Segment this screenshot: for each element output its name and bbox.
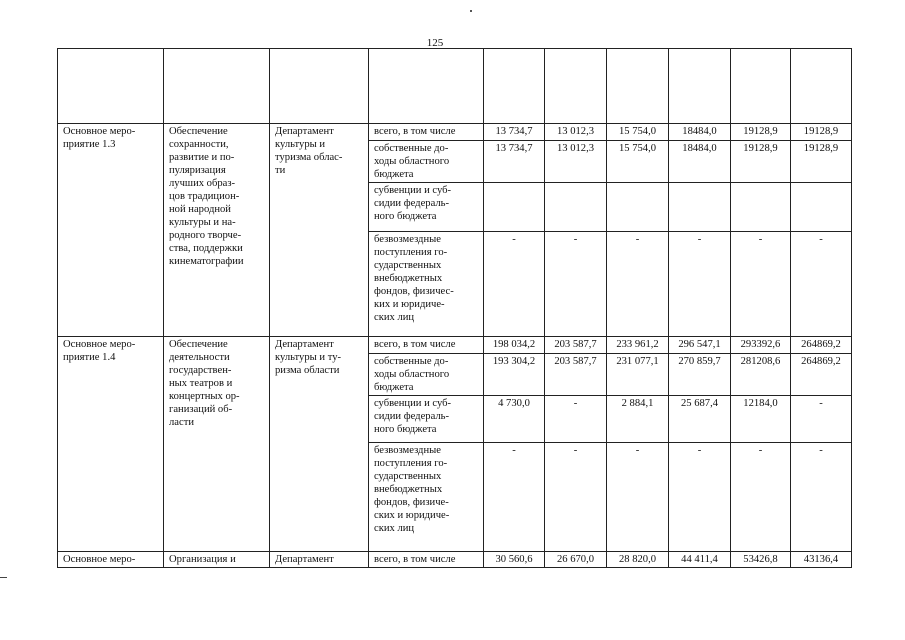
amount-cell	[669, 141, 731, 183]
amount-cell	[484, 396, 545, 443]
funding-source-cell-line: сидии федераль-	[374, 411, 450, 422]
amount-value: 30 560,6	[495, 554, 533, 565]
event-description-cell-line: Обеспечение	[169, 126, 228, 137]
funding-source-cell-line: ских лиц	[374, 523, 415, 534]
amount-value: 26 670,0	[556, 554, 595, 565]
amount-cell	[731, 232, 791, 337]
amount-cell	[607, 337, 669, 354]
funding-source-cell-line: поступления го-	[374, 458, 448, 469]
amount-value: 13 012,3	[556, 143, 595, 154]
event-name-cell-line: Основное меро-	[63, 339, 136, 350]
event-description-cell-line: кинематографии	[169, 256, 244, 267]
amount-cell	[731, 124, 791, 141]
executor-cell	[270, 124, 369, 337]
executor-cell-line: культуры и	[275, 139, 326, 150]
amount-cell	[791, 337, 852, 354]
amount-value: -	[573, 398, 578, 409]
event-description-cell-line: пуляризация	[169, 165, 226, 176]
executor-cell-line: Департамент	[275, 126, 334, 137]
funding-source-cell	[369, 552, 484, 568]
scan-dot	[470, 10, 472, 12]
amount-value: 231 077,1	[616, 356, 659, 367]
amount-cell	[484, 183, 545, 232]
funding-source-cell-line: фондов, физиче-	[374, 497, 449, 508]
executor-cell-line: культуры и ту-	[275, 352, 342, 363]
funding-source-cell-line: всего, в том числе	[374, 126, 456, 137]
amount-cell	[545, 552, 607, 568]
funding-source-cell	[369, 141, 484, 183]
amount-value: 19128,9	[803, 143, 839, 154]
funding-source-cell-line: безвозмездные	[374, 234, 441, 245]
funding-source-cell-line: ких и юридиче-	[374, 299, 445, 310]
event-description-cell-line: цов традицион-	[169, 191, 240, 202]
funding-source-cell-line: бюджета	[374, 169, 414, 180]
funding-source-cell-line: ских и юридиче-	[374, 510, 450, 521]
amount-cell	[669, 124, 731, 141]
event-description-cell-line: лучших образ-	[169, 178, 236, 189]
amount-value: 193 304,2	[492, 356, 536, 367]
event-description-cell-line: ства, поддержки	[169, 243, 243, 254]
amount-value: 233 961,2	[616, 339, 659, 350]
amount-value: 44 411,4	[681, 554, 718, 565]
event-description-cell-line: культуры и на-	[169, 217, 236, 228]
amount-value: -	[819, 234, 823, 245]
amount-cell	[791, 232, 852, 337]
event-description-cell-line: развитие и по-	[169, 152, 235, 163]
amount-value: 203 587,7	[554, 339, 597, 350]
event-description-cell	[164, 552, 270, 568]
event-description-cell-line: деятельности	[169, 352, 230, 363]
amount-cell	[731, 552, 791, 568]
amount-cell	[545, 183, 607, 232]
amount-cell	[545, 354, 607, 396]
amount-value: -	[819, 445, 823, 456]
amount-value: 43136,4	[803, 554, 839, 565]
funding-source-cell-line: ного бюджета	[374, 424, 437, 435]
amount-cell	[607, 354, 669, 396]
amount-value: 296 547,1	[678, 339, 721, 350]
funding-source-cell-line: бюджета	[374, 382, 414, 393]
funding-source-cell-line: внебюджетных	[374, 484, 443, 495]
amount-value: 281208,6	[740, 356, 781, 367]
amount-value: -	[758, 234, 763, 245]
event-name-cell	[58, 337, 164, 552]
event-description-cell-line: родного творче-	[169, 230, 242, 241]
funding-source-cell-line: субвенции и суб-	[374, 398, 452, 409]
amount-value: 293392,6	[740, 339, 781, 350]
event-description-cell-line: ганизаций об-	[169, 404, 233, 415]
amount-cell	[545, 337, 607, 354]
event-description-cell-line: Организация и	[169, 554, 236, 565]
amount-cell	[791, 396, 852, 443]
amount-cell	[484, 141, 545, 183]
amount-value: 15 754,0	[618, 143, 657, 154]
funding-source-cell	[369, 443, 484, 552]
amount-cell	[484, 443, 545, 552]
amount-cell	[731, 183, 791, 232]
amount-value: -	[573, 445, 578, 456]
amount-cell	[545, 443, 607, 552]
funding-source-cell-line: ного бюджета	[374, 211, 437, 222]
funding-source-cell-line: сударственных	[374, 260, 442, 271]
event-description-cell	[164, 124, 270, 337]
event-name-cell-line: приятие 1.3	[63, 139, 116, 150]
amount-value: 13 734,7	[495, 143, 533, 154]
amount-cell	[791, 354, 852, 396]
amount-value: -	[819, 398, 823, 409]
amount-value: -	[512, 445, 516, 456]
amount-cell	[484, 552, 545, 568]
executor-cell-line: туризма облас-	[275, 152, 343, 163]
amount-value: 19128,9	[743, 143, 778, 154]
amount-value: 4 730,0	[498, 398, 530, 409]
amount-value: -	[697, 445, 702, 456]
event-name-cell-line: Основное меро-	[63, 126, 136, 137]
budget-table	[57, 48, 852, 568]
amount-cell	[607, 124, 669, 141]
funding-source-cell-line: безвозмездные	[374, 445, 441, 456]
funding-source-cell	[369, 337, 484, 354]
funding-source-cell	[369, 183, 484, 232]
table-row	[58, 552, 852, 568]
amount-cell	[731, 337, 791, 354]
executor-cell-line: Департамент	[275, 339, 334, 350]
event-description-cell-line: Обеспечение	[169, 339, 228, 350]
amount-cell	[791, 552, 852, 568]
amount-value: 198 034,2	[492, 339, 536, 350]
amount-value: -	[697, 234, 702, 245]
event-description-cell	[164, 337, 270, 552]
amount-cell	[791, 124, 852, 141]
amount-cell	[545, 141, 607, 183]
funding-source-cell-line: сидии федераль-	[374, 198, 450, 209]
amount-cell	[545, 124, 607, 141]
executor-cell-line: ти	[275, 165, 286, 176]
amount-value: -	[635, 234, 640, 245]
funding-source-cell	[369, 396, 484, 443]
event-description-cell-line: концертных ор-	[169, 391, 240, 402]
funding-source-cell	[369, 232, 484, 337]
funding-source-cell-line: ходы областного	[374, 156, 450, 167]
table-row	[58, 124, 852, 141]
amount-value: -	[573, 234, 578, 245]
amount-cell	[791, 443, 852, 552]
amount-cell	[607, 552, 669, 568]
amount-cell	[545, 232, 607, 337]
amount-value: -	[758, 445, 763, 456]
amount-cell	[484, 232, 545, 337]
amount-cell	[669, 337, 731, 354]
event-description-cell-line: сохранности,	[169, 139, 229, 150]
amount-value: 270 859,7	[678, 356, 721, 367]
funding-source-cell	[369, 124, 484, 141]
funding-source-cell-line: всего, в том числе	[374, 554, 456, 565]
amount-value: 203 587,7	[554, 356, 597, 367]
executor-cell	[270, 552, 369, 568]
amount-cell	[669, 183, 731, 232]
amount-cell	[791, 183, 852, 232]
amount-cell	[731, 443, 791, 552]
amount-value: 264869,2	[801, 356, 841, 367]
amount-cell	[669, 396, 731, 443]
event-name-cell	[58, 552, 164, 568]
funding-source-cell-line: собственные до-	[374, 356, 449, 367]
amount-cell	[731, 396, 791, 443]
event-description-cell-line: государствен-	[169, 365, 232, 376]
event-description-cell-line: ных театров и	[169, 378, 233, 389]
amount-cell	[791, 141, 852, 183]
event-description-cell-line: ласти	[169, 417, 194, 428]
amount-cell	[607, 443, 669, 552]
table-body	[58, 49, 852, 568]
event-description-cell-line: ной народной	[169, 204, 231, 215]
amount-value: 15 754,0	[618, 126, 657, 137]
amount-cell	[484, 124, 545, 141]
amount-cell	[484, 337, 545, 354]
amount-cell	[484, 354, 545, 396]
amount-value: -	[635, 445, 640, 456]
amount-value: 2 884,1	[621, 398, 654, 409]
funding-source-cell-line: внебюджетных	[374, 273, 443, 284]
funding-source-cell-line: ских лиц	[374, 312, 415, 323]
event-name-cell-line: Основное меро-	[63, 554, 136, 565]
amount-value: 19128,9	[743, 126, 778, 137]
amount-cell	[545, 396, 607, 443]
amount-cell	[607, 183, 669, 232]
amount-cell	[607, 396, 669, 443]
funding-source-cell-line: фондов, физичес-	[374, 286, 454, 297]
amount-cell	[669, 354, 731, 396]
amount-value: 264869,2	[801, 339, 841, 350]
page-number: 125	[426, 37, 444, 49]
amount-value: 25 687,4	[680, 398, 719, 409]
amount-cell	[607, 232, 669, 337]
event-name-cell-line: приятие 1.4	[63, 352, 116, 363]
amount-value: 53426,8	[743, 554, 778, 565]
amount-value: 12184,0	[743, 398, 778, 409]
amount-cell	[731, 354, 791, 396]
amount-cell	[731, 141, 791, 183]
event-name-cell	[58, 124, 164, 337]
executor-cell-line: ризма области	[275, 365, 340, 376]
funding-source-cell-line: субвенции и суб-	[374, 185, 452, 196]
margin-tick	[0, 577, 7, 578]
amount-value: 13 734,7	[495, 126, 533, 137]
amount-value: 28 820,0	[618, 554, 657, 565]
amount-value: -	[512, 234, 516, 245]
amount-cell	[607, 141, 669, 183]
amount-value: 18484,0	[682, 126, 717, 137]
amount-value: 19128,9	[803, 126, 839, 137]
executor-cell	[270, 337, 369, 552]
table-row	[58, 337, 852, 354]
header-continuation-row	[58, 49, 852, 124]
amount-value: 18484,0	[682, 143, 717, 154]
amount-value: 13 012,3	[556, 126, 595, 137]
amount-cell	[669, 443, 731, 552]
funding-source-cell-line: поступления го-	[374, 247, 448, 258]
funding-source-cell-line: сударственных	[374, 471, 442, 482]
executor-cell-line: Департамент	[275, 554, 334, 565]
funding-source-cell-line: всего, в том числе	[374, 339, 456, 350]
amount-cell	[669, 232, 731, 337]
funding-source-cell-line: собственные до-	[374, 143, 449, 154]
funding-source-cell	[369, 354, 484, 396]
funding-source-cell-line: ходы областного	[374, 369, 450, 380]
amount-cell	[669, 552, 731, 568]
